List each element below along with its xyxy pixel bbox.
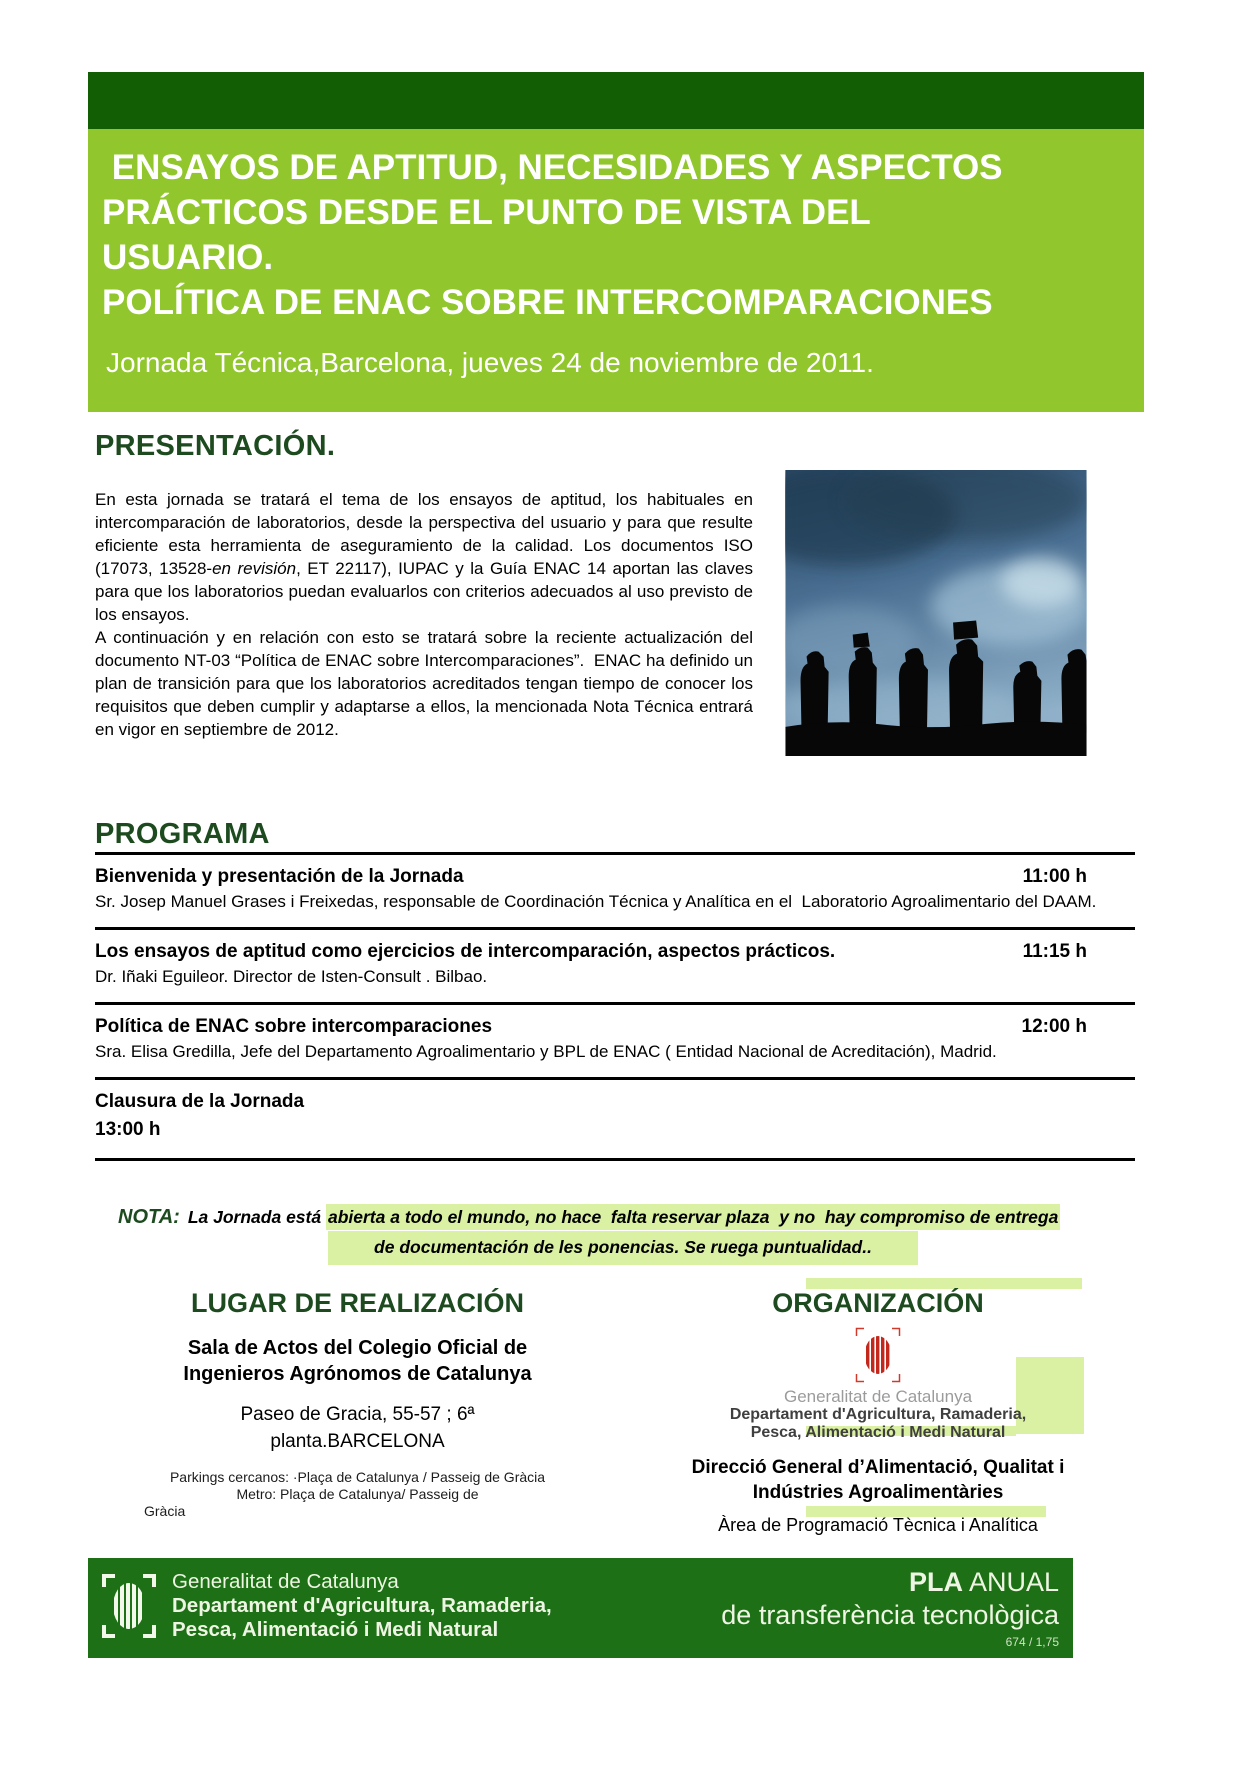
nota-line-1 [118, 1204, 1128, 1230]
parking-info [130, 1469, 585, 1520]
department-line-1: Departament d'Agricultura, Ramaderia, [729, 1406, 1027, 1423]
direccio-general [640, 1455, 1116, 1505]
footer-identity [172, 1570, 552, 1642]
program-item [95, 1002, 1135, 1077]
footer-gencat-name: Generalitat de Catalunya [172, 1570, 399, 1593]
event-subtitle: Jornada Técnica,Barcelona, jueves 24 de noviembre de 2011. [106, 347, 874, 378]
program-item-time: 12:00 h [1021, 1016, 1087, 1037]
area-programacio: Àrea de Programació Tècnica i Analítica [718, 1515, 1038, 1535]
program-item-title: Bienvenida y presentación de la Jornada [95, 866, 464, 887]
program-item-speaker: Dr. Iñaki Eguileor. Director de Isten-Consult . Bilbao. [95, 967, 488, 986]
page-title-line-1: ENSAYOS DE APTITUD, NECESIDADES Y ASPECTOS [102, 148, 1003, 187]
program-item [95, 852, 1135, 927]
paragraph-italic-text: en revisión [212, 559, 297, 578]
direccio-line-2: Indústries Agroalimentàries [752, 1482, 1004, 1503]
page-title-line-2: PRÁCTICOS DESDE EL PUNTO DE VISTA DEL [102, 193, 871, 232]
lugar-heading: LUGAR DE REALIZACIÓN [191, 1288, 524, 1318]
programa-heading: PROGRAMA [95, 818, 270, 850]
direccio-line-1: Direcció General d’Alimentació, Qualitat i [691, 1457, 1065, 1478]
program-item-time: 13:00 h [95, 1119, 161, 1140]
presentacion-heading: PRESENTACIÓN. [95, 430, 336, 462]
paragraph-text: En esta jornada se tratará el tema de los ensayos de aptitud, los habituales en intercomparación de laboratorios, desde la perspectiva del usuario y para que resulte eficiente esta herramienta de aseguramiento de la calidad. Los documentos ISO (17073, 13528- [95, 490, 758, 578]
presentacion-text [95, 488, 758, 741]
address [130, 1401, 585, 1455]
organizacion-heading: ORGANIZACIÓN [772, 1288, 984, 1318]
address-line-2: planta.BARCELONA [270, 1431, 445, 1452]
pla-anual-line-2: de transferència tecnològica [721, 1600, 1059, 1630]
program-item-title: Los ensayos de aptitud como ejercicios de intercomparación, aspectos prácticos. [95, 941, 836, 962]
page-title-line-3: USUARIO. [102, 238, 274, 277]
program-item-speaker: Sr. Josep Manuel Grases i Freixedas, responsable de Coordinación Técnica y Analítica en el Laboratorio Agroalimentario del DAAM. [95, 892, 1097, 911]
parking-line-3: Gràcia [144, 1503, 186, 1519]
moai-silhouettes-photo [785, 470, 1087, 756]
anual-label: ANUAL [962, 1567, 1059, 1597]
presentacion-paragraph-2: A continuación y en relación con esto se tratará sobre la reciente actualización del documento NT-03 “Política de ENAC sobre Intercomparaciones”. ENAC ha definido un plan de transición para que los laboratorios acreditados tengan tiempo de conocer los requisitos que deben cumplir y adaptarse a ellos, la mencionada Nota Técnica entrará en vigor en septiembre de 2012. [95, 628, 758, 739]
program-item-time: 11:00 h [1022, 866, 1087, 887]
nota-highlighted-text: de documentación de les ponencias. Se ruega puntualidad.. [328, 1231, 918, 1265]
program-item-head [95, 1015, 1135, 1039]
parking-line-2: Metro: Plaça de Catalunya/ Passeig de [236, 1486, 479, 1502]
header-top-bar [88, 72, 1144, 129]
department-line-2: Pesca, Alimentació i Medi Natural [750, 1424, 1006, 1441]
pla-anual-block [721, 1566, 1059, 1649]
venue-line-2: Ingenieros Agrónomos de Catalunya [183, 1363, 532, 1385]
page-title-line-4: POLÍTICA DE ENAC SOBRE INTERCOMPARACIONES [102, 283, 993, 322]
program-item-title: Clausura de la Jornada [95, 1091, 305, 1112]
nota-line-2 [118, 1231, 1128, 1265]
reference-number: 674 / 1,75 [1005, 1635, 1059, 1649]
nota-highlighted-text: abierta a todo el mundo, no hace falta reservar plaza y no hay compromiso de entrega [326, 1204, 1060, 1230]
footer-department-line-2: Pesca, Alimentació i Medi Natural [172, 1618, 499, 1641]
program-item-head [95, 940, 1135, 964]
nota-block [118, 1204, 1128, 1265]
nota-plain-text: La Jornada está [187, 1207, 326, 1227]
title-block [88, 129, 1144, 412]
presentacion-paragraph-1 [95, 488, 758, 626]
program-list [95, 852, 1135, 1161]
pla-label: PLA [908, 1567, 963, 1597]
program-item-head [95, 865, 1135, 889]
gencat-name: Generalitat de Catalunya [783, 1387, 973, 1406]
organizacion-section [640, 1288, 1116, 1536]
program-item-title: Política de ENAC sobre intercomparaciones [95, 1016, 493, 1037]
lugar-section [130, 1288, 585, 1520]
program-item [95, 927, 1135, 1002]
program-item-speaker: Sra. Elisa Gredilla, Jefe del Departamento Agroalimentario y BPL de ENAC ( Entidad Nacional de Acreditación), Madrid. [95, 1042, 997, 1061]
gencat-coat-of-arms-white-icon [102, 1574, 156, 1638]
pla-anual-line-1 [721, 1566, 1059, 1599]
venue-line-1: Sala de Actos del Colegio Oficial de [187, 1337, 528, 1359]
program-item [95, 1077, 1135, 1158]
nota-label: NOTA: [118, 1206, 180, 1228]
gencat-coat-of-arms-icon [855, 1327, 901, 1385]
footer-band [88, 1558, 1073, 1658]
address-line-1: Paseo de Gracia, 55-57 ; 6ª [240, 1404, 475, 1425]
program-item-time: 11:15 h [1022, 941, 1087, 962]
footer-department-line-1: Departament d'Agricultura, Ramaderia, [172, 1594, 552, 1617]
parking-line-1: Parkings cercanos: ·Plaça de Catalunya / Passeig de Gràcia [169, 1469, 546, 1485]
paragraph-text: , ET 22117), IUPAC y la Guía ENAC 14 aportan las claves para que los laboratorios puedan evaluarlos con criterios adecuados al uso previsto de los ensayos. [95, 559, 758, 624]
